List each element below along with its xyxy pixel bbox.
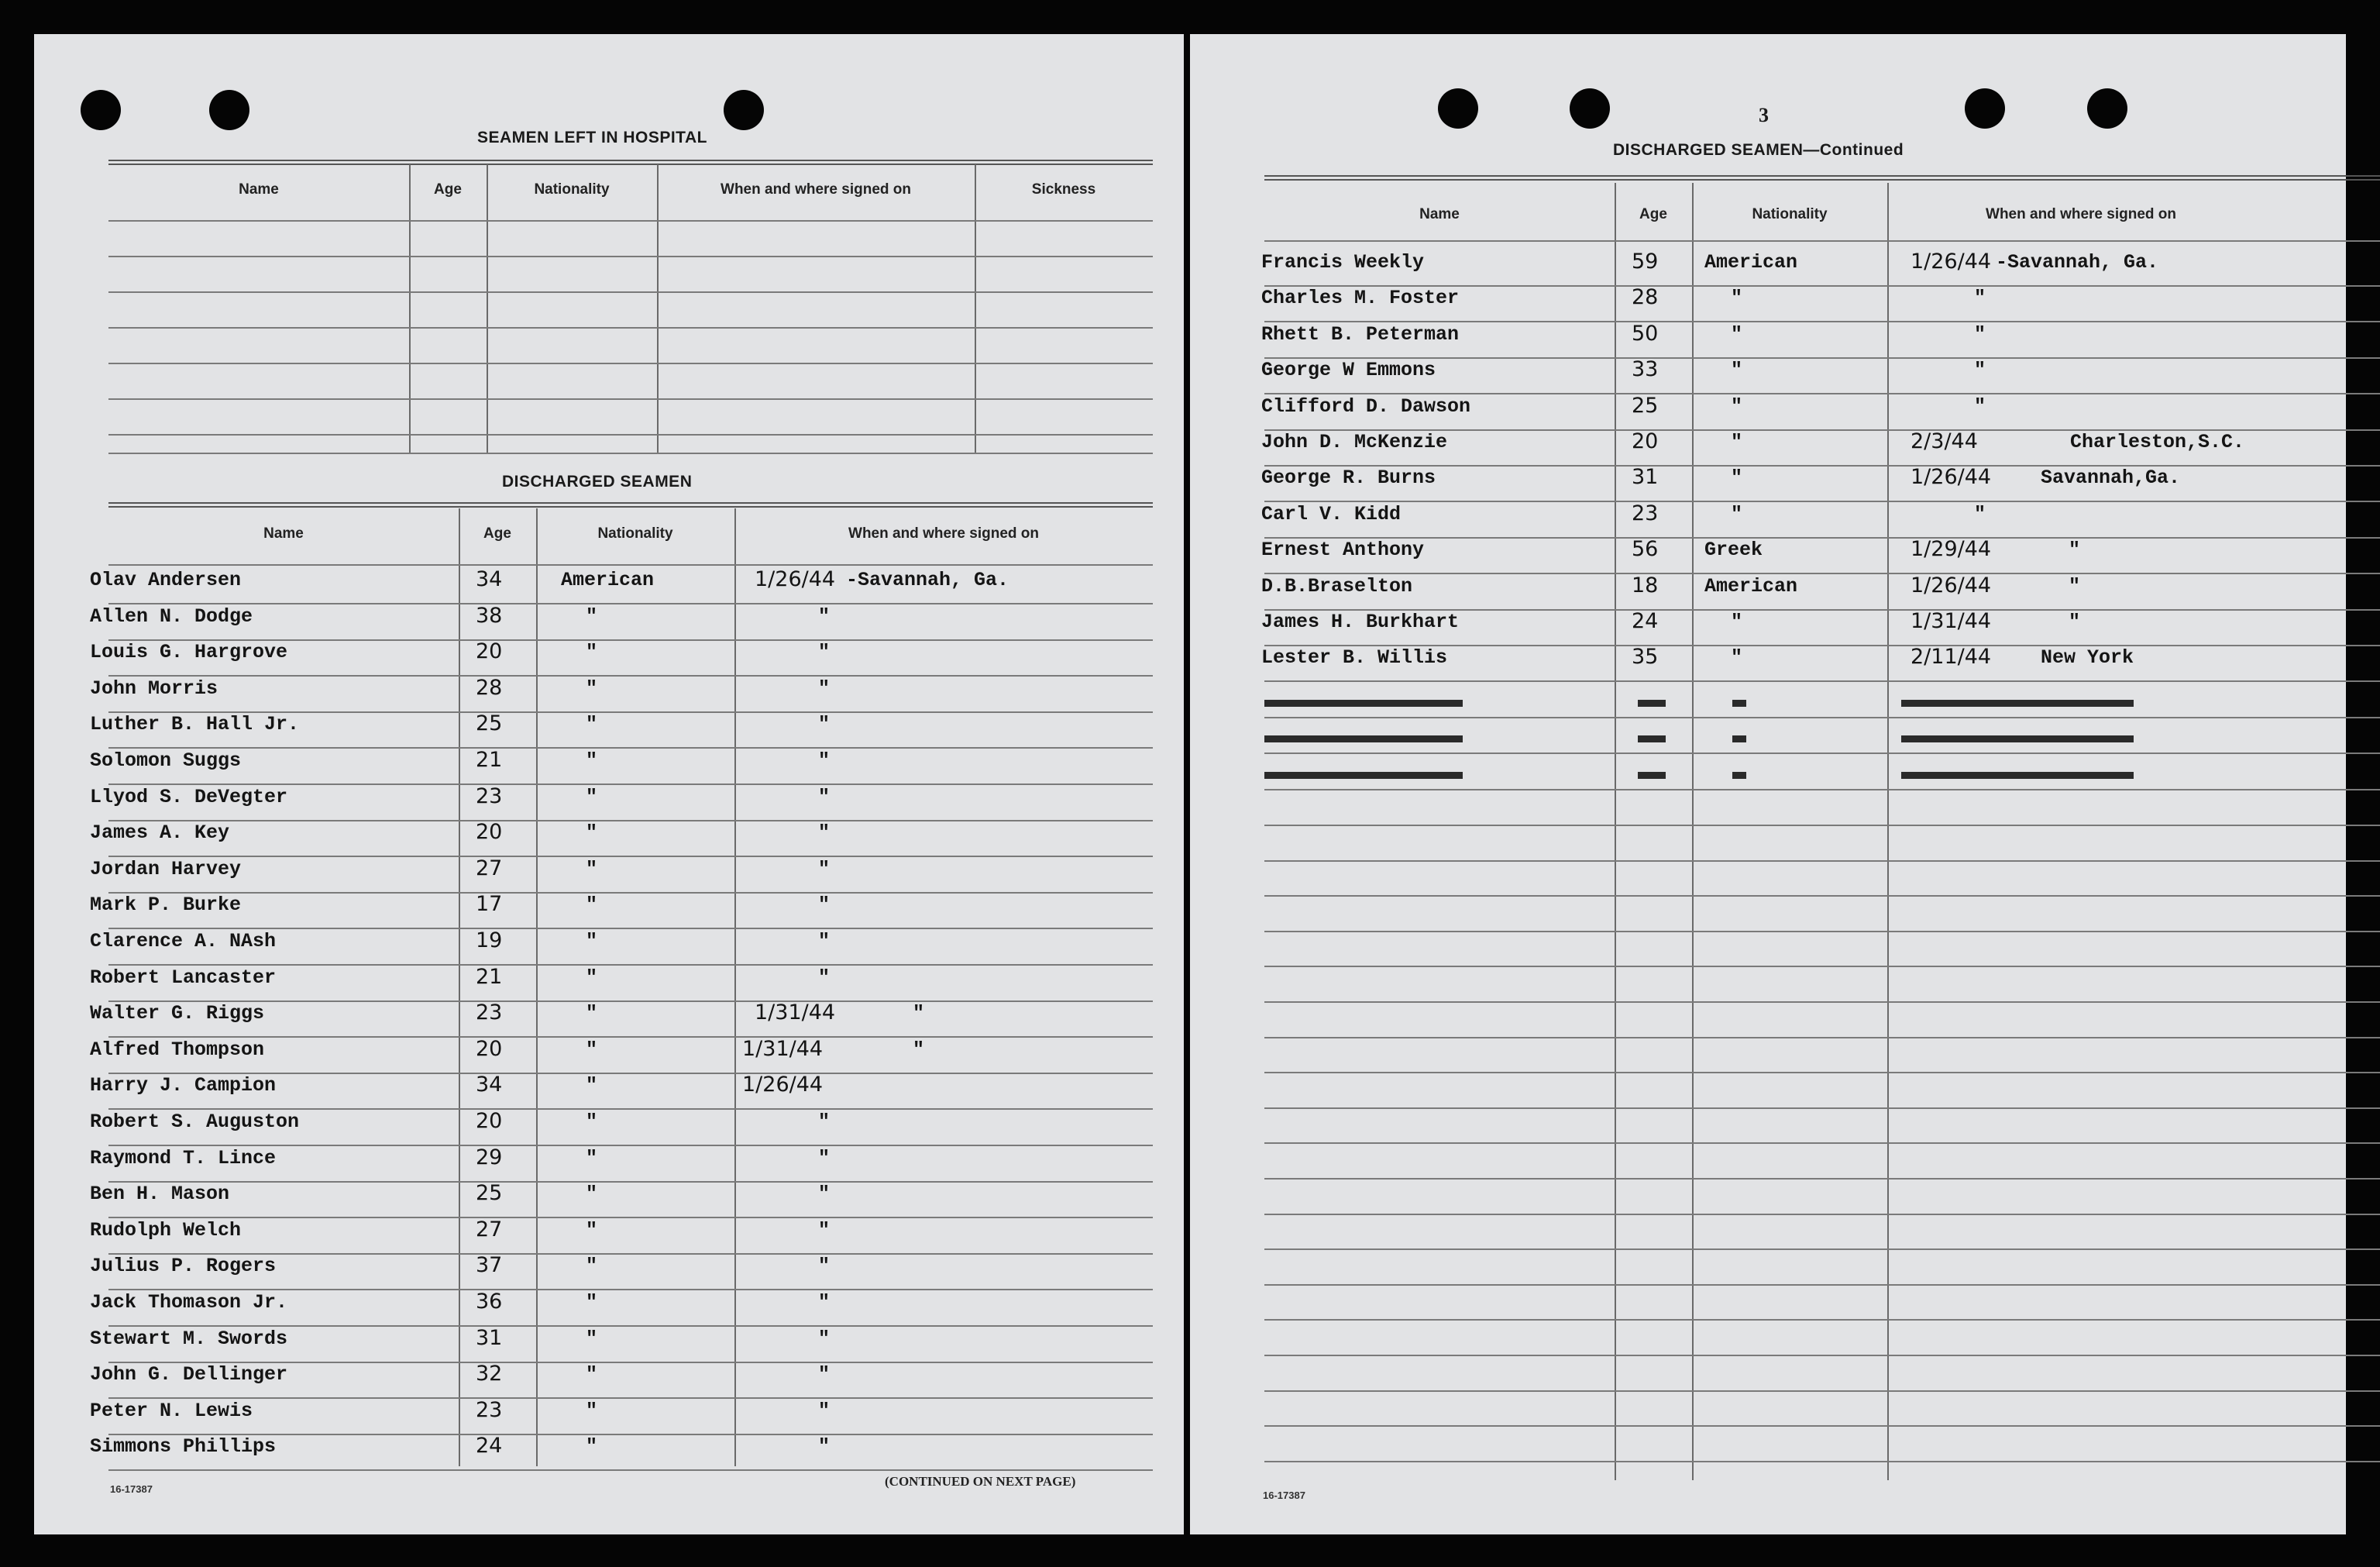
seaman-age: 28 [1632,285,1659,310]
row-line [108,453,1153,454]
continued-title: DISCHARGED SEAMEN—Continued [1613,141,1904,159]
row-line [1264,680,2380,682]
signed-on-place: " [1974,394,1986,418]
seaman-age: 25 [476,1181,503,1206]
seaman-nationality: " [586,1291,598,1314]
seaman-nationality: " [586,1399,598,1422]
row-line [1264,1461,2380,1462]
seaman-nationality: " [1731,431,1743,453]
seaman-nationality: " [586,1002,598,1025]
form-number: 16-17387 [1263,1490,1305,1501]
seaman-age: 19 [476,928,503,952]
row-line [108,363,1153,364]
punch-hole [1438,88,1478,129]
strike-mark [1264,735,1463,742]
strike-mark [1638,735,1666,742]
column-header: Sickness [1031,181,1096,198]
row-line [1264,825,2380,826]
row-line [1264,1178,2380,1180]
seaman-name: Francis Weekly [1261,251,1425,274]
seaman-age: 20 [476,1036,503,1061]
signed-on-place: " [818,677,831,700]
strike-mark [1901,772,2134,779]
discharged-rule [108,502,1153,508]
signed-on-place: " [1974,287,1986,310]
strike-mark [1264,772,1463,779]
column-header: Nationality [534,181,610,198]
signed-on-place: " [818,1255,831,1278]
seaman-nationality: " [586,1218,598,1242]
signed-on-date: 2/11/44 [1911,645,1992,670]
seaman-age: 28 [476,675,503,700]
seaman-nationality: " [1731,394,1743,418]
seaman-age: 38 [476,603,503,628]
signed-on-place: " [2069,539,2081,562]
seaman-age: 27 [476,856,503,880]
seaman-nationality: " [586,930,598,952]
seaman-name: Harry J. Campion [90,1074,277,1097]
signed-on-place: Savannah,Ga. [2041,467,2181,490]
seaman-name: Clarence A. NAsh [90,930,277,952]
seaman-name: John D. McKenzie [1261,431,1448,453]
seaman-nationality: " [586,966,598,989]
column-divider [459,508,460,1466]
row-line [108,1469,1153,1471]
row-line [1264,753,2380,754]
seaman-age: 31 [476,1325,503,1350]
continued-note: (CONTINUED ON NEXT PAGE) [885,1474,1076,1489]
column-header: When and where signed on [1986,206,2176,222]
punch-hole [81,90,121,130]
seaman-age: 50 [1632,321,1659,346]
seaman-nationality: " [586,785,598,808]
column-header: Age [1639,206,1667,222]
seaman-age: 37 [476,1253,503,1278]
seaman-age: 21 [476,964,503,989]
seaman-name: Rhett B. Peterman [1261,322,1460,346]
signed-on-place: " [2069,574,2081,598]
row-line [108,1397,1153,1399]
signed-on-place: " [818,857,831,880]
signed-on-place: New York [2041,646,2134,670]
seaman-age: 18 [1632,573,1659,598]
signed-on-place: " [818,641,831,664]
seaman-name: Jordan Harvey [90,857,242,880]
punch-hole [209,90,249,130]
right-rule [1264,175,2380,181]
seaman-age: 31 [1632,465,1659,490]
strike-mark [1901,700,2134,707]
row-line [108,747,1153,749]
seaman-nationality: " [1731,322,1743,346]
seaman-name: John G. Dellinger [90,1363,288,1386]
signed-on-place: " [1974,359,1986,382]
row-line [108,856,1153,857]
row-line [1264,789,2380,790]
row-line [1264,1284,2380,1286]
discharged-title: DISCHARGED SEAMEN [502,473,693,491]
signed-on-date: 1/26/44 [1911,250,1992,274]
column-divider [1615,183,1616,1480]
header-line [108,564,1153,566]
seaman-age: 34 [476,567,503,591]
signed-on-place: " [818,713,831,736]
seaman-name: Rudolph Welch [90,1218,242,1242]
seaman-nationality: American [1704,251,1798,274]
signed-on-date: 1/29/44 [1911,537,1992,562]
signed-on-place: " [2069,611,2081,633]
row-line [1264,895,2380,897]
row-line [1264,573,2380,574]
signed-on-place: " [818,1111,831,1133]
signed-on-place: " [818,1399,831,1422]
signed-on-place: Charleston,S.C. [2070,431,2245,453]
row-line [108,892,1153,894]
column-header: Nationality [1752,206,1828,222]
seaman-name: Lester B. Willis [1261,646,1448,670]
seaman-age: 36 [476,1290,503,1314]
seaman-nationality: " [586,677,598,700]
seaman-nationality: " [586,604,598,628]
column-header: When and where signed on [721,181,911,198]
column-divider [1692,183,1694,1480]
punch-hole [724,90,764,130]
seaman-nationality: " [586,1146,598,1169]
seaman-name: D.B.Braselton [1261,574,1413,598]
seaman-age: 56 [1632,537,1659,562]
row-line [1264,1142,2380,1144]
seaman-age: 20 [476,820,503,845]
signed-on-place: " [913,1002,925,1025]
row-line [108,256,1153,257]
signed-on-date: 1/26/44 [1911,465,1992,490]
signed-on-place: " [818,785,831,808]
column-header: Name [239,181,279,198]
seaman-nationality: " [586,821,598,845]
seaman-nationality: " [586,1435,598,1459]
signed-on-place: " [818,894,831,917]
seaman-nationality: " [1731,359,1743,382]
seaman-age: 17 [476,892,503,917]
seaman-age: 35 [1632,645,1659,670]
seaman-age: 24 [476,1434,503,1459]
hospital-rule [108,160,1153,165]
seaman-name: Luther B. Hall Jr. [90,713,300,736]
signed-on-date: 1/31/44 [755,1000,836,1025]
column-divider [975,164,976,453]
column-divider [1887,183,1889,1480]
row-line [108,820,1153,821]
row-line [108,291,1153,293]
strike-mark [1638,772,1666,779]
seaman-age: 34 [476,1073,503,1097]
page-number: 3 [1759,104,1769,126]
seaman-name: James H. Burkhart [1261,611,1460,633]
row-line [1264,501,2380,502]
column-header: Age [434,181,462,198]
strike-mark [1901,735,2134,742]
row-line [1264,1355,2380,1356]
left-page [34,34,1184,1534]
punch-hole [2087,88,2127,129]
seaman-name: George W Emmons [1261,359,1436,382]
row-line [108,675,1153,677]
column-header: Name [1419,206,1460,222]
row-line [1264,717,2380,718]
form-number: 16-17387 [110,1483,153,1495]
signed-on-place: " [818,1435,831,1459]
seaman-name: Ben H. Mason [90,1183,230,1206]
seaman-nationality: " [1731,467,1743,490]
seaman-nationality: Greek [1704,539,1763,562]
row-line [108,1181,1153,1183]
seaman-nationality: " [1731,611,1743,633]
header-line [1264,240,2380,242]
seaman-name: John Morris [90,677,218,700]
row-line [1264,537,2380,539]
row-line [1264,1214,2380,1215]
signed-on-date: 1/31/44 [1911,609,1992,633]
seaman-name: Clifford D. Dawson [1261,394,1471,418]
strike-mark [1732,772,1746,779]
seaman-age: 25 [1632,393,1659,418]
seaman-name: Stewart M. Swords [90,1327,288,1350]
signed-on-date: 1/26/44 [755,567,836,591]
seaman-name: Charles M. Foster [1261,287,1460,310]
strike-mark [1264,700,1463,707]
signed-on-place: " [1974,502,1986,525]
seaman-name: Louis G. Hargrove [90,641,288,664]
row-line [1264,931,2380,932]
seaman-nationality: " [586,894,598,917]
seaman-age: 23 [476,1397,503,1422]
row-line [1264,966,2380,967]
signed-on-place: " [818,1146,831,1169]
row-line [108,1217,1153,1218]
strike-mark [1732,735,1746,742]
signed-on-place: " [818,1363,831,1386]
row-line [108,603,1153,604]
row-line [1264,1390,2380,1392]
seaman-nationality: " [586,749,598,772]
signed-on-date: 2/3/44 [1911,429,1978,453]
strike-mark [1638,700,1666,707]
seaman-nationality: " [1731,287,1743,310]
row-line [108,327,1153,329]
seaman-age: 29 [476,1145,503,1169]
signed-on-place: -Savannah, Ga. [1996,251,2159,274]
seaman-age: 21 [476,748,503,772]
row-line [108,398,1153,400]
seaman-age: 23 [476,1000,503,1025]
column-divider [657,164,659,453]
signed-on-place: " [818,930,831,952]
signed-on-place: -Savannah, Ga. [846,569,1009,591]
signed-on-date: 1/26/44 [1911,573,1992,598]
signed-on-place: " [818,1218,831,1242]
seaman-nationality: " [586,1363,598,1386]
row-line [108,220,1153,222]
seaman-name: Solomon Suggs [90,749,242,772]
signed-on-place: " [818,821,831,845]
signed-on-place: " [818,1327,831,1350]
seaman-name: Robert S. Auguston [90,1111,300,1133]
row-line [1264,1001,2380,1003]
signed-on-place: " [818,1291,831,1314]
seaman-name: Robert Lancaster [90,966,277,989]
seaman-age: 32 [476,1362,503,1386]
seaman-nationality: " [586,1074,598,1097]
seaman-name: James A. Key [90,821,230,845]
signed-on-place: " [818,966,831,989]
seaman-nationality: " [586,857,598,880]
seaman-nationality: " [586,1327,598,1350]
seaman-nationality: " [586,1183,598,1206]
seaman-name: Simmons Phillips [90,1435,277,1459]
row-line [108,1000,1153,1002]
seaman-nationality: " [586,641,598,664]
seaman-nationality: " [586,1038,598,1061]
column-divider [487,164,488,453]
seaman-name: Raymond T. Lince [90,1146,277,1169]
seaman-nationality: " [586,1255,598,1278]
seaman-name: Peter N. Lewis [90,1399,253,1422]
seaman-age: 20 [476,1109,503,1133]
seaman-age: 25 [476,711,503,736]
seaman-name: Julius P. Rogers [90,1255,277,1278]
seaman-nationality: American [561,569,655,591]
signed-on-place: " [913,1038,925,1061]
signed-on-date: 1/31/44 [742,1036,824,1061]
seaman-age: 23 [476,784,503,808]
column-header: Name [263,525,304,542]
row-line [108,434,1153,436]
column-header: When and where signed on [848,525,1039,542]
seaman-name: Alfred Thompson [90,1038,265,1061]
seaman-nationality: " [586,713,598,736]
strike-mark [1732,700,1746,707]
seaman-name: Carl V. Kidd [1261,502,1402,525]
punch-hole [1965,88,2005,129]
row-line [1264,1037,2380,1038]
row-line [1264,1072,2380,1073]
seaman-name: Mark P. Burke [90,894,242,917]
seaman-nationality: " [1731,646,1743,670]
seaman-nationality: " [586,1111,598,1133]
column-divider [409,164,411,453]
seaman-age: 24 [1632,609,1659,633]
row-line [1264,1248,2380,1250]
seaman-age: 27 [476,1217,503,1242]
seaman-name: Ernest Anthony [1261,539,1425,562]
signed-on-place: " [818,749,831,772]
column-header: Age [483,525,511,542]
row-line [1264,1107,2380,1109]
signed-on-place: " [1974,322,1986,346]
seaman-age: 20 [476,639,503,664]
right-page [1190,34,2346,1534]
seaman-name: Walter G. Riggs [90,1002,265,1025]
seaman-name: Llyod S. DeVegter [90,785,288,808]
seaman-age: 33 [1632,357,1659,382]
seaman-name: Olav Andersen [90,569,242,591]
row-line [1264,860,2380,862]
seaman-name: George R. Burns [1261,467,1436,490]
signed-on-date: 1/26/44 [742,1073,824,1097]
seaman-name: Jack Thomason Jr. [90,1291,288,1314]
row-line [108,1036,1153,1038]
column-divider [536,508,538,1466]
seaman-age: 59 [1632,250,1659,274]
seaman-age: 23 [1632,501,1659,525]
seaman-nationality: American [1704,574,1798,598]
column-divider [734,508,736,1466]
seaman-nationality: " [1731,502,1743,525]
signed-on-place: " [818,604,831,628]
signed-on-place: " [818,1183,831,1206]
punch-hole [1570,88,1610,129]
seaman-age: 20 [1632,429,1659,453]
seaman-name: Allen N. Dodge [90,604,253,628]
row-line [1264,1319,2380,1321]
hospital-title: SEAMEN LEFT IN HOSPITAL [477,129,707,146]
row-line [1264,1425,2380,1427]
column-header: Nationality [597,525,673,542]
